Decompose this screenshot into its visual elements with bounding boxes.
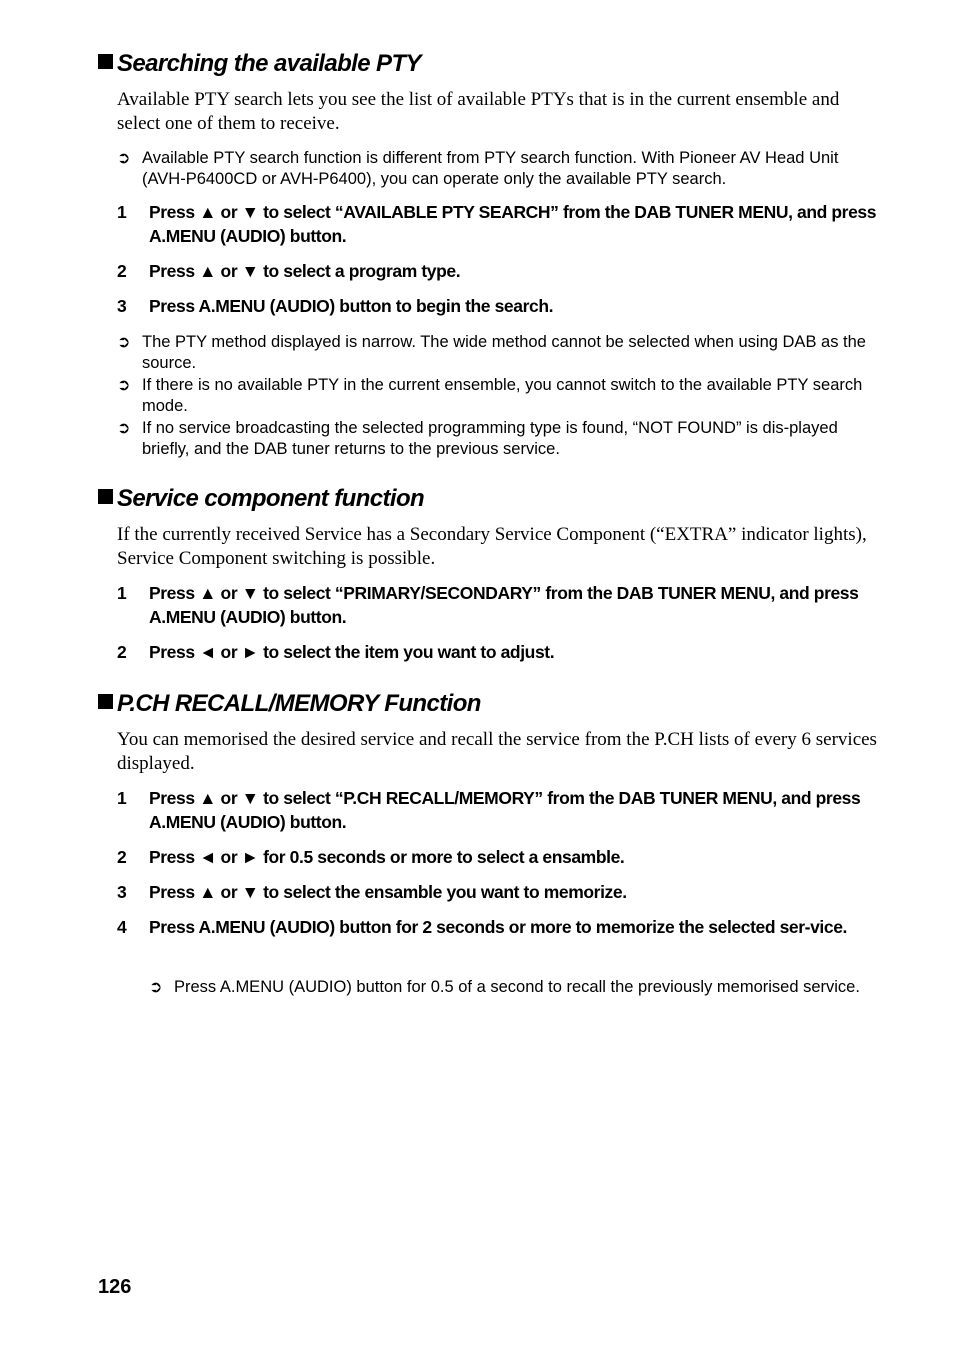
- page-number: 126: [98, 1276, 132, 1298]
- step-text: Press A.MENU (AUDIO) button to begin the search.: [149, 296, 554, 316]
- step-text: Press ▲ or ▼ to select “P.CH RECALL/MEMORY” from the DAB TUNER MENU, and press A.MENU (AUDIO) button.: [149, 788, 861, 832]
- note-arrow-icon: ➲: [149, 979, 163, 996]
- step-number: 2: [117, 847, 127, 867]
- step-text: Press ◄ or ► to select the item you want to adjust.: [149, 642, 555, 662]
- step-number: 4: [117, 917, 127, 937]
- step-text: Press ▲ or ▼ to select the ensamble you want to memorize.: [149, 882, 627, 902]
- section-heading-available-pty: Searching the available PTY: [98, 50, 421, 78]
- note-arrow-icon: ➲: [117, 377, 131, 394]
- note-item: ➲ Available PTY search function is different from PTY search function. With Pioneer AV Head Unit (AVH-P6400CD or AVH-P6400), you can operate only the available PTY search.: [117, 149, 839, 188]
- step-text: Press ▲ or ▼ to select a program type.: [149, 261, 461, 281]
- step-text: Press A.MENU (AUDIO) button for 2 seconds or more to memorize the selected ser-vice.: [149, 917, 848, 937]
- step-number: 2: [117, 261, 127, 281]
- step-text: Press ▲ or ▼ to select “PRIMARY/SECONDARY” from the DAB TUNER MENU, and press A.MENU (AUDIO) button.: [149, 583, 859, 627]
- step-number: 3: [117, 882, 127, 902]
- step-number: 2: [117, 642, 127, 662]
- step-item: [117, 915, 877, 939]
- step-number: 1: [117, 788, 127, 808]
- step-item: [117, 640, 877, 664]
- square-bullet-icon: [98, 54, 113, 69]
- step-item: [117, 880, 877, 904]
- step-item: [117, 845, 877, 869]
- square-bullet-icon: [98, 694, 113, 709]
- step-text: Press ▲ or ▼ to select “AVAILABLE PTY SEARCH” from the DAB TUNER MENU, and press A.MENU (AUDIO) button.: [149, 202, 877, 246]
- step-note-item: ➲ Press A.MENU (AUDIO) button for 0.5 of a second to recall the previously memorised service.: [149, 978, 860, 996]
- step-number: 3: [117, 296, 127, 316]
- step-item: [117, 259, 877, 283]
- step-number: 1: [117, 202, 127, 222]
- section-heading-service-component: Service component function: [98, 485, 424, 513]
- step-item: [117, 294, 877, 318]
- step-text: Press ◄ or ► for 0.5 seconds or more to select a ensamble.: [149, 847, 625, 867]
- square-bullet-icon: [98, 489, 113, 504]
- note-arrow-icon: ➲: [117, 150, 131, 167]
- step-item: [117, 786, 877, 834]
- note-arrow-icon: ➲: [117, 334, 131, 351]
- section-intro-available-pty: Available PTY search lets you see the list of available PTYs that is in the current ensemble and select one of them to receive.: [117, 89, 840, 134]
- note-item: ➲ If there is no available PTY in the current ensemble, you cannot switch to the available PTY search mode.: [117, 376, 863, 415]
- note-arrow-icon: ➲: [117, 420, 131, 437]
- step-item: [117, 200, 877, 248]
- section-intro-pch-recall-memory: You can memorised the desired service and recall the service from the P.CH lists of every 6 services displayed.: [117, 729, 877, 774]
- step-item: [117, 581, 877, 629]
- section-heading-pch-recall-memory: P.CH RECALL/MEMORY Function: [98, 690, 481, 718]
- note-item: ➲ The PTY method displayed is narrow. The wide method cannot be selected when using DAB as the source.: [117, 333, 866, 372]
- step-number: 1: [117, 583, 127, 603]
- section-intro-service-component: If the currently received Service has a Secondary Service Component (“EXTRA” indicator lights), Service Component switching is possible.: [117, 524, 867, 569]
- note-item: ➲ If no service broadcasting the selected programming type is found, “NOT FOUND” is dis-played briefly, and the DAB tuner returns to the previous service.: [117, 419, 838, 458]
